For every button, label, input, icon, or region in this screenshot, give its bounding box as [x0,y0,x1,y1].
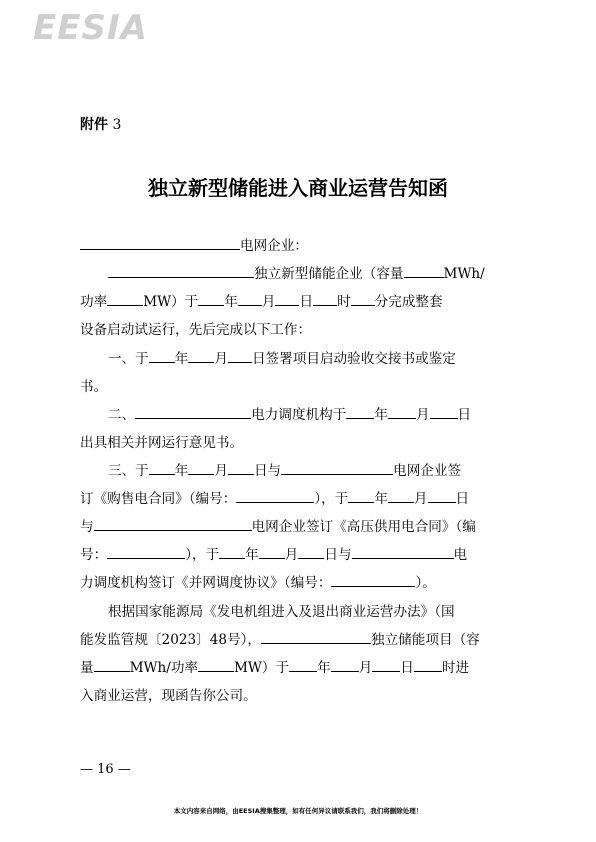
text: MW）于 [143,294,199,310]
text: 日与 [253,463,282,479]
text: MWh/ [443,266,485,282]
blank-agreement-no[interactable] [331,574,415,587]
text: ），于 [185,547,220,563]
text: 月 [214,351,228,367]
text: 年 [174,351,189,367]
blank-month[interactable] [388,490,414,503]
blank-day[interactable] [228,350,252,363]
text: 量 [80,660,94,676]
blank-hour[interactable] [313,293,337,306]
text: 月 [358,660,373,676]
text: 月 [261,294,276,310]
blank-contract-no[interactable] [107,546,185,559]
text: 年 [224,294,238,310]
text: MWh/功率 [129,660,199,676]
text: 时进 [441,660,470,676]
blank-year[interactable] [149,462,175,475]
text: 月 [214,463,228,479]
page-title: 独立新型储能进入商业运营告知函 [148,176,448,200]
page-number: — 16 — [80,762,131,777]
blank-grid-company[interactable] [94,518,252,531]
item-2-line [108,403,471,423]
text: MW）于 [234,660,290,676]
blank-day[interactable] [228,462,254,475]
text: 设备启动试运行，先后完成以下工作： [80,322,312,338]
basis-line-4 [80,684,257,704]
blank-year[interactable] [346,406,374,419]
basis-line-3 [80,656,469,676]
blank-dispatch-agency[interactable] [135,406,251,419]
blank-year[interactable] [348,490,374,503]
blank-month[interactable] [388,406,416,419]
text: 月 [415,407,430,423]
text: 月 [284,547,299,563]
item-3-line-5 [80,571,436,591]
body-line-3 [80,290,443,310]
annex-word: 附件 [80,117,108,133]
text: 能发监管规〔2023〕48号）， [80,632,262,648]
blank-year[interactable] [149,350,175,363]
basis-line-2 [80,628,480,648]
text: 年 [245,547,259,563]
text: 年 [374,407,388,423]
blank-dispatch-agency[interactable] [352,546,454,559]
item-1-line [108,347,456,367]
text: 日签署项目启动验收交接书或鉴定 [251,351,456,367]
blank-month[interactable] [331,659,359,672]
body-line-2 [108,262,485,282]
text: 年 [317,660,331,676]
text: 日 [400,660,414,676]
blank-hour[interactable] [414,659,442,672]
text: 日 [455,491,470,507]
text: 分完成整套 [374,294,443,310]
text: 独立储能项目（容 [371,632,480,648]
text: 电力调度机构于 [251,407,347,423]
text: 功率 [80,294,108,310]
basis-line [108,600,455,620]
blank-minute[interactable] [351,293,375,306]
text: ）。 [415,575,436,591]
blank-storage-company[interactable] [108,265,254,278]
addressee-line [80,234,308,254]
text: 一、于 [108,351,149,367]
text: 年 [374,491,388,507]
source-note: 本文内容来自网络，由EESIA搜集整理，如有任何异议请联系我们，我们将删除处理！ [173,807,423,815]
text: 电网企业签 [393,463,462,479]
blank-day[interactable] [372,659,400,672]
blank-grid-company[interactable] [80,237,240,250]
body-line-4 [80,318,311,338]
item-3-line-3 [80,515,476,535]
blank-contract-no[interactable] [236,490,314,503]
blank-capacity[interactable] [94,659,130,672]
text: 三、于 [108,463,149,479]
blank-year[interactable] [289,659,317,672]
blank-power[interactable] [107,293,143,306]
blank-grid-company[interactable] [281,462,393,475]
blank-day[interactable] [430,406,458,419]
annex-label [80,114,121,134]
text: 与 [80,519,94,535]
eesia-logo-watermark: EESIA [33,8,148,48]
blank-year[interactable] [219,546,245,559]
text: 二、 [108,407,136,423]
blank-day[interactable] [298,546,324,559]
text: 日 [299,294,314,310]
text: 日与 [324,547,352,563]
blank-day[interactable] [428,490,456,503]
text: 订《购售电合同》（编号： [80,491,237,507]
text: 书。 [80,379,108,395]
blank-power[interactable] [198,659,234,672]
item-3-line-2 [80,487,469,507]
text: 电 [453,547,468,563]
blank-day[interactable] [275,293,299,306]
text: 入商业运营，现函告你公司。 [80,688,257,704]
blank-year[interactable] [198,293,224,306]
blank-month[interactable] [188,462,214,475]
blank-month[interactable] [259,546,285,559]
item-3-line-4 [80,543,467,563]
text: 年 [174,463,189,479]
text: 力调度机构签订《并网调度协议》（编号： [80,575,332,591]
text: 电网企业签订《高压供用电合同》（编 [251,519,476,535]
blank-project-name[interactable] [261,631,371,644]
blank-capacity[interactable] [404,265,444,278]
text: 电网企业： [240,238,308,254]
text: 时 [337,294,351,310]
item-2-cont [80,431,243,451]
annex-number: 3 [112,117,122,133]
text: 月 [413,491,428,507]
blank-month[interactable] [238,293,262,306]
text: 日 [457,407,472,423]
item-3-line [108,459,461,479]
text: ），于 [314,491,349,507]
text: 根据国家能源局《发电机组进入及退出商业运营办法》（国 [108,604,455,620]
item-1-cont [80,375,107,395]
text: 独立新型储能企业（容量 [254,266,404,282]
blank-month[interactable] [188,350,214,363]
text: 号： [80,547,108,563]
text: 出具相关并网运行意见书。 [80,435,244,451]
